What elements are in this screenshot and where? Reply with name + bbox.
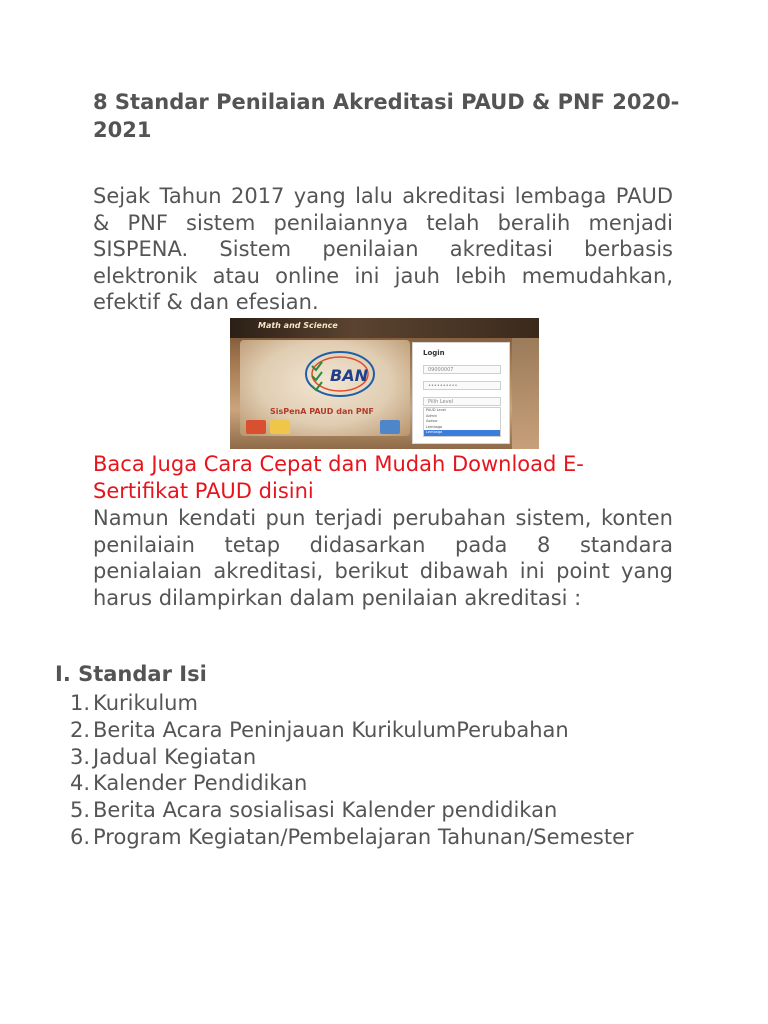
- item-number: 3.: [70, 744, 91, 769]
- item-text: Kalender Pendidikan: [93, 771, 308, 796]
- username-field: 09000007: [423, 365, 501, 374]
- level-option: PAUD Level: [426, 408, 446, 412]
- item-text: Jadual Kegiatan: [93, 744, 257, 769]
- level-option-selected: Lembaga: [424, 430, 500, 436]
- body-paragraph: Namun kendati pun terjadi perubahan sistem, konten penilaiain tetap didasarkan pada 8 standara penialaian akreditasi, berikut dibawah ini point yang harus dilampirkan dalam penilaian akreditasi :: [93, 506, 673, 610]
- page-title: 8 Standar Penilaian Akreditasi PAUD & PNF 2020-2021: [93, 90, 680, 142]
- banner-text: Math and Science: [258, 321, 338, 330]
- item-number: 4.: [70, 771, 91, 796]
- list-item: [70, 824, 670, 851]
- level-option: Lembaga: [426, 424, 443, 429]
- item-text: Berita Acara sosialisasi Kalender pendidikan: [93, 798, 558, 823]
- section-heading: I. Standar Isi: [55, 662, 207, 686]
- list-item: [70, 770, 670, 797]
- intro-paragraph: Sejak Tahun 2017 yang lalu akreditasi lembaga PAUD & PNF sistem penilaiannya telah beralih menjadi SISPENA. Sistem penilaian akreditasi berbasis elektronik atau online ini jauh lebih memudahkan, efektif & dan efesian.: [93, 184, 673, 314]
- chair-shape: [270, 420, 290, 434]
- chair-shape: [246, 420, 266, 434]
- figure-caption: SisPenA PAUD dan PNF: [270, 407, 374, 416]
- item-number: 1.: [70, 691, 91, 715]
- standar-isi-list: [70, 690, 670, 851]
- list-item: [70, 797, 670, 824]
- sispena-screenshot-image: [230, 318, 539, 449]
- item-number: 5.: [70, 798, 91, 823]
- list-item: [70, 744, 670, 771]
- item-text: Program Kegiatan/Pembelajaran Tahunan/Semester: [93, 824, 634, 849]
- list-item: [70, 717, 670, 744]
- related-article-link[interactable]: Baca Juga Cara Cepat dan Mudah Download E-Sertifikat PAUD disini: [93, 452, 584, 503]
- chair-shape: [380, 420, 400, 434]
- level-option: Asesor: [426, 419, 438, 423]
- right-edge-background: [512, 338, 539, 449]
- item-number: 6.: [70, 824, 91, 849]
- ban-logo-icon: [302, 348, 378, 400]
- password-field: ••••••••••: [423, 381, 501, 390]
- item-number: 2.: [70, 717, 91, 742]
- login-title: Login: [423, 349, 445, 357]
- level-select: Pilih Level: [423, 397, 501, 406]
- login-panel: [412, 342, 510, 444]
- item-text: Kurikulum: [93, 691, 198, 715]
- list-item: [70, 690, 670, 717]
- level-option: Admin: [426, 413, 438, 418]
- logo-text: BAN: [330, 366, 368, 385]
- item-text: Berita Acara Peninjauan KurikulumPerubahan: [93, 717, 569, 742]
- banner-strip: [230, 318, 539, 338]
- level-options-list: [423, 407, 501, 437]
